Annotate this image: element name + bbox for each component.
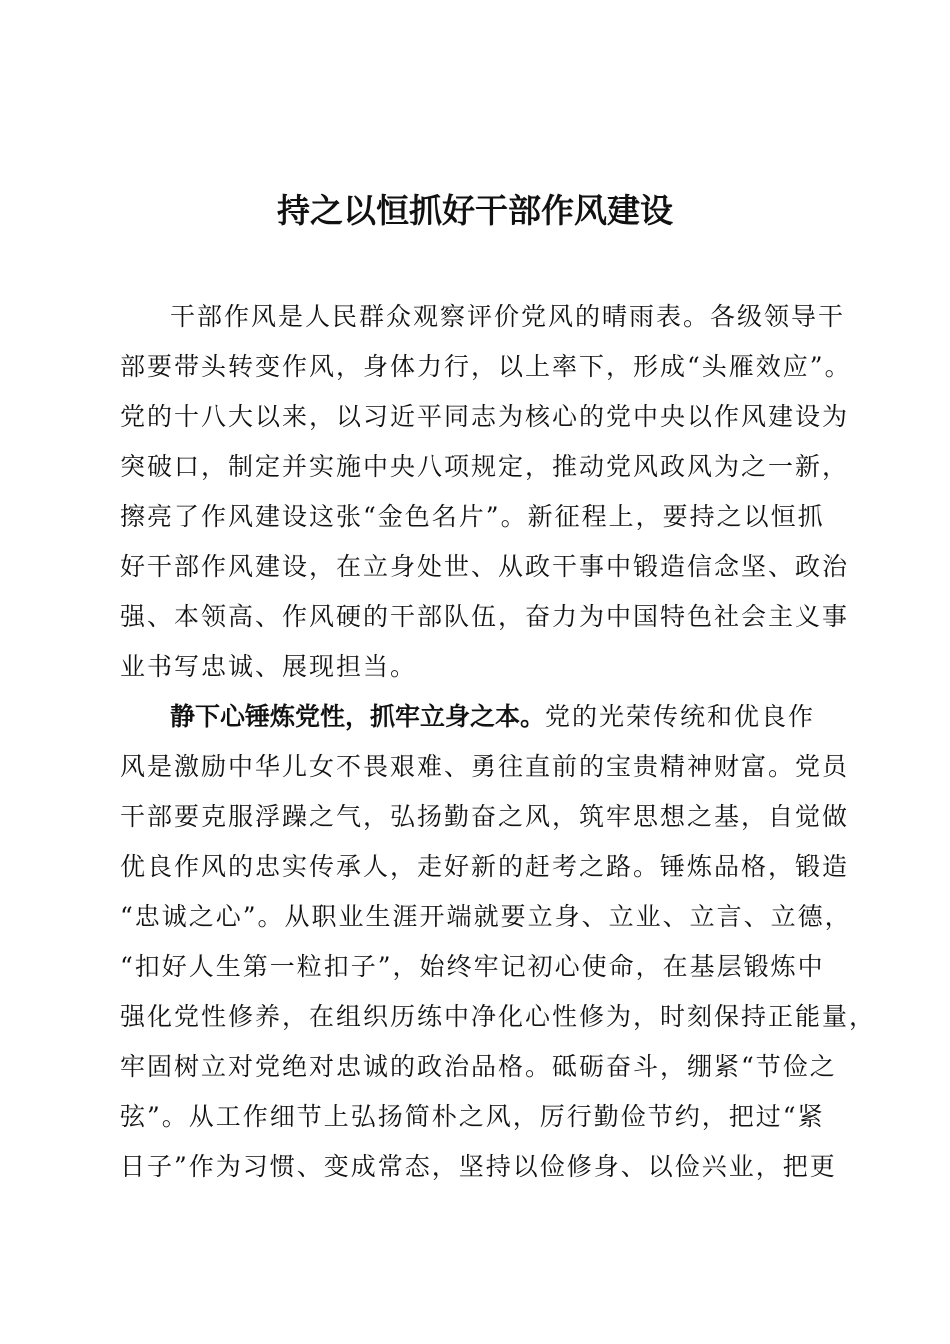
paragraph-1-line: 好干部作风建设，在立身处世、从政干事中锻造信念坚、政治 <box>120 552 850 581</box>
paragraph-1-line: 党的十八大以来，以习近平同志为核心的党中央以作风建设为 <box>120 402 850 431</box>
paragraph-2-line: 强化党性修养，在组织历练中净化心性修为，时刻保持正能量， <box>120 1002 877 1031</box>
paragraph-2-line: 弦”。从工作细节上弘扬简朴之风，厉行勤俭节约，把过“紧 <box>120 1102 825 1131</box>
paragraph-2-line: 优良作风的忠实传承人，走好新的赶考之路。锤炼品格，锻造 <box>120 852 850 881</box>
paragraph-2-line: 日子”作为习惯、变成常态，坚持以俭修身、以俭兴业，把更 <box>120 1152 837 1181</box>
paragraph-2-line: 干部要克服浮躁之气，弘扬勤奋之风，筑牢思想之基，自觉做 <box>120 802 850 831</box>
paragraph-2-first-line-rest: 党的光荣传统和优良作 <box>545 702 816 731</box>
document-body <box>120 292 877 1192</box>
paragraph-1-line: 擦亮了作风建设这张“金色名片”。新征程上，要持之以恒抓 <box>120 502 825 531</box>
paragraph-2-line: “忠诚之心”。从职业生涯开端就要立身、立业、立言、立德， <box>120 902 852 931</box>
paragraph-1-line: 突破口，制定并实施中央八项规定，推动党风政风为之一新， <box>120 452 850 481</box>
paragraph-2-heading: 静下心锤炼党性，抓牢立身之本。 <box>170 702 546 731</box>
paragraph-2-line: 牢固树立对党绝对忠诚的政治品格。砥砺奋斗，绷紧“节俭之 <box>120 1052 837 1081</box>
document-title: 持之以恒抓好干部作风建设 <box>277 191 673 230</box>
paragraph-2-line: 风是激励中华儿女不畏艰难、勇往直前的宝贵精神财富。党员 <box>120 752 850 781</box>
paragraph-2-line: “扣好人生第一粒扣子”，始终牢记初心使命，在基层锻炼中 <box>120 952 825 981</box>
paragraph-1-line: 强、本领高、作风硬的干部队伍，奋力为中国特色社会主义事 <box>120 602 850 631</box>
paragraph-1-line: 业书写忠诚、展现担当。 <box>120 652 418 681</box>
paragraph-1-line: 部要带头转变作风，身体力行，以上率下，形成“头雁效应”。 <box>120 352 852 381</box>
paragraph-1-line: 干部作风是人民群众观察评价党风的晴雨表。各级领导干 <box>170 302 846 331</box>
paragraph-2-first-line <box>120 692 840 742</box>
